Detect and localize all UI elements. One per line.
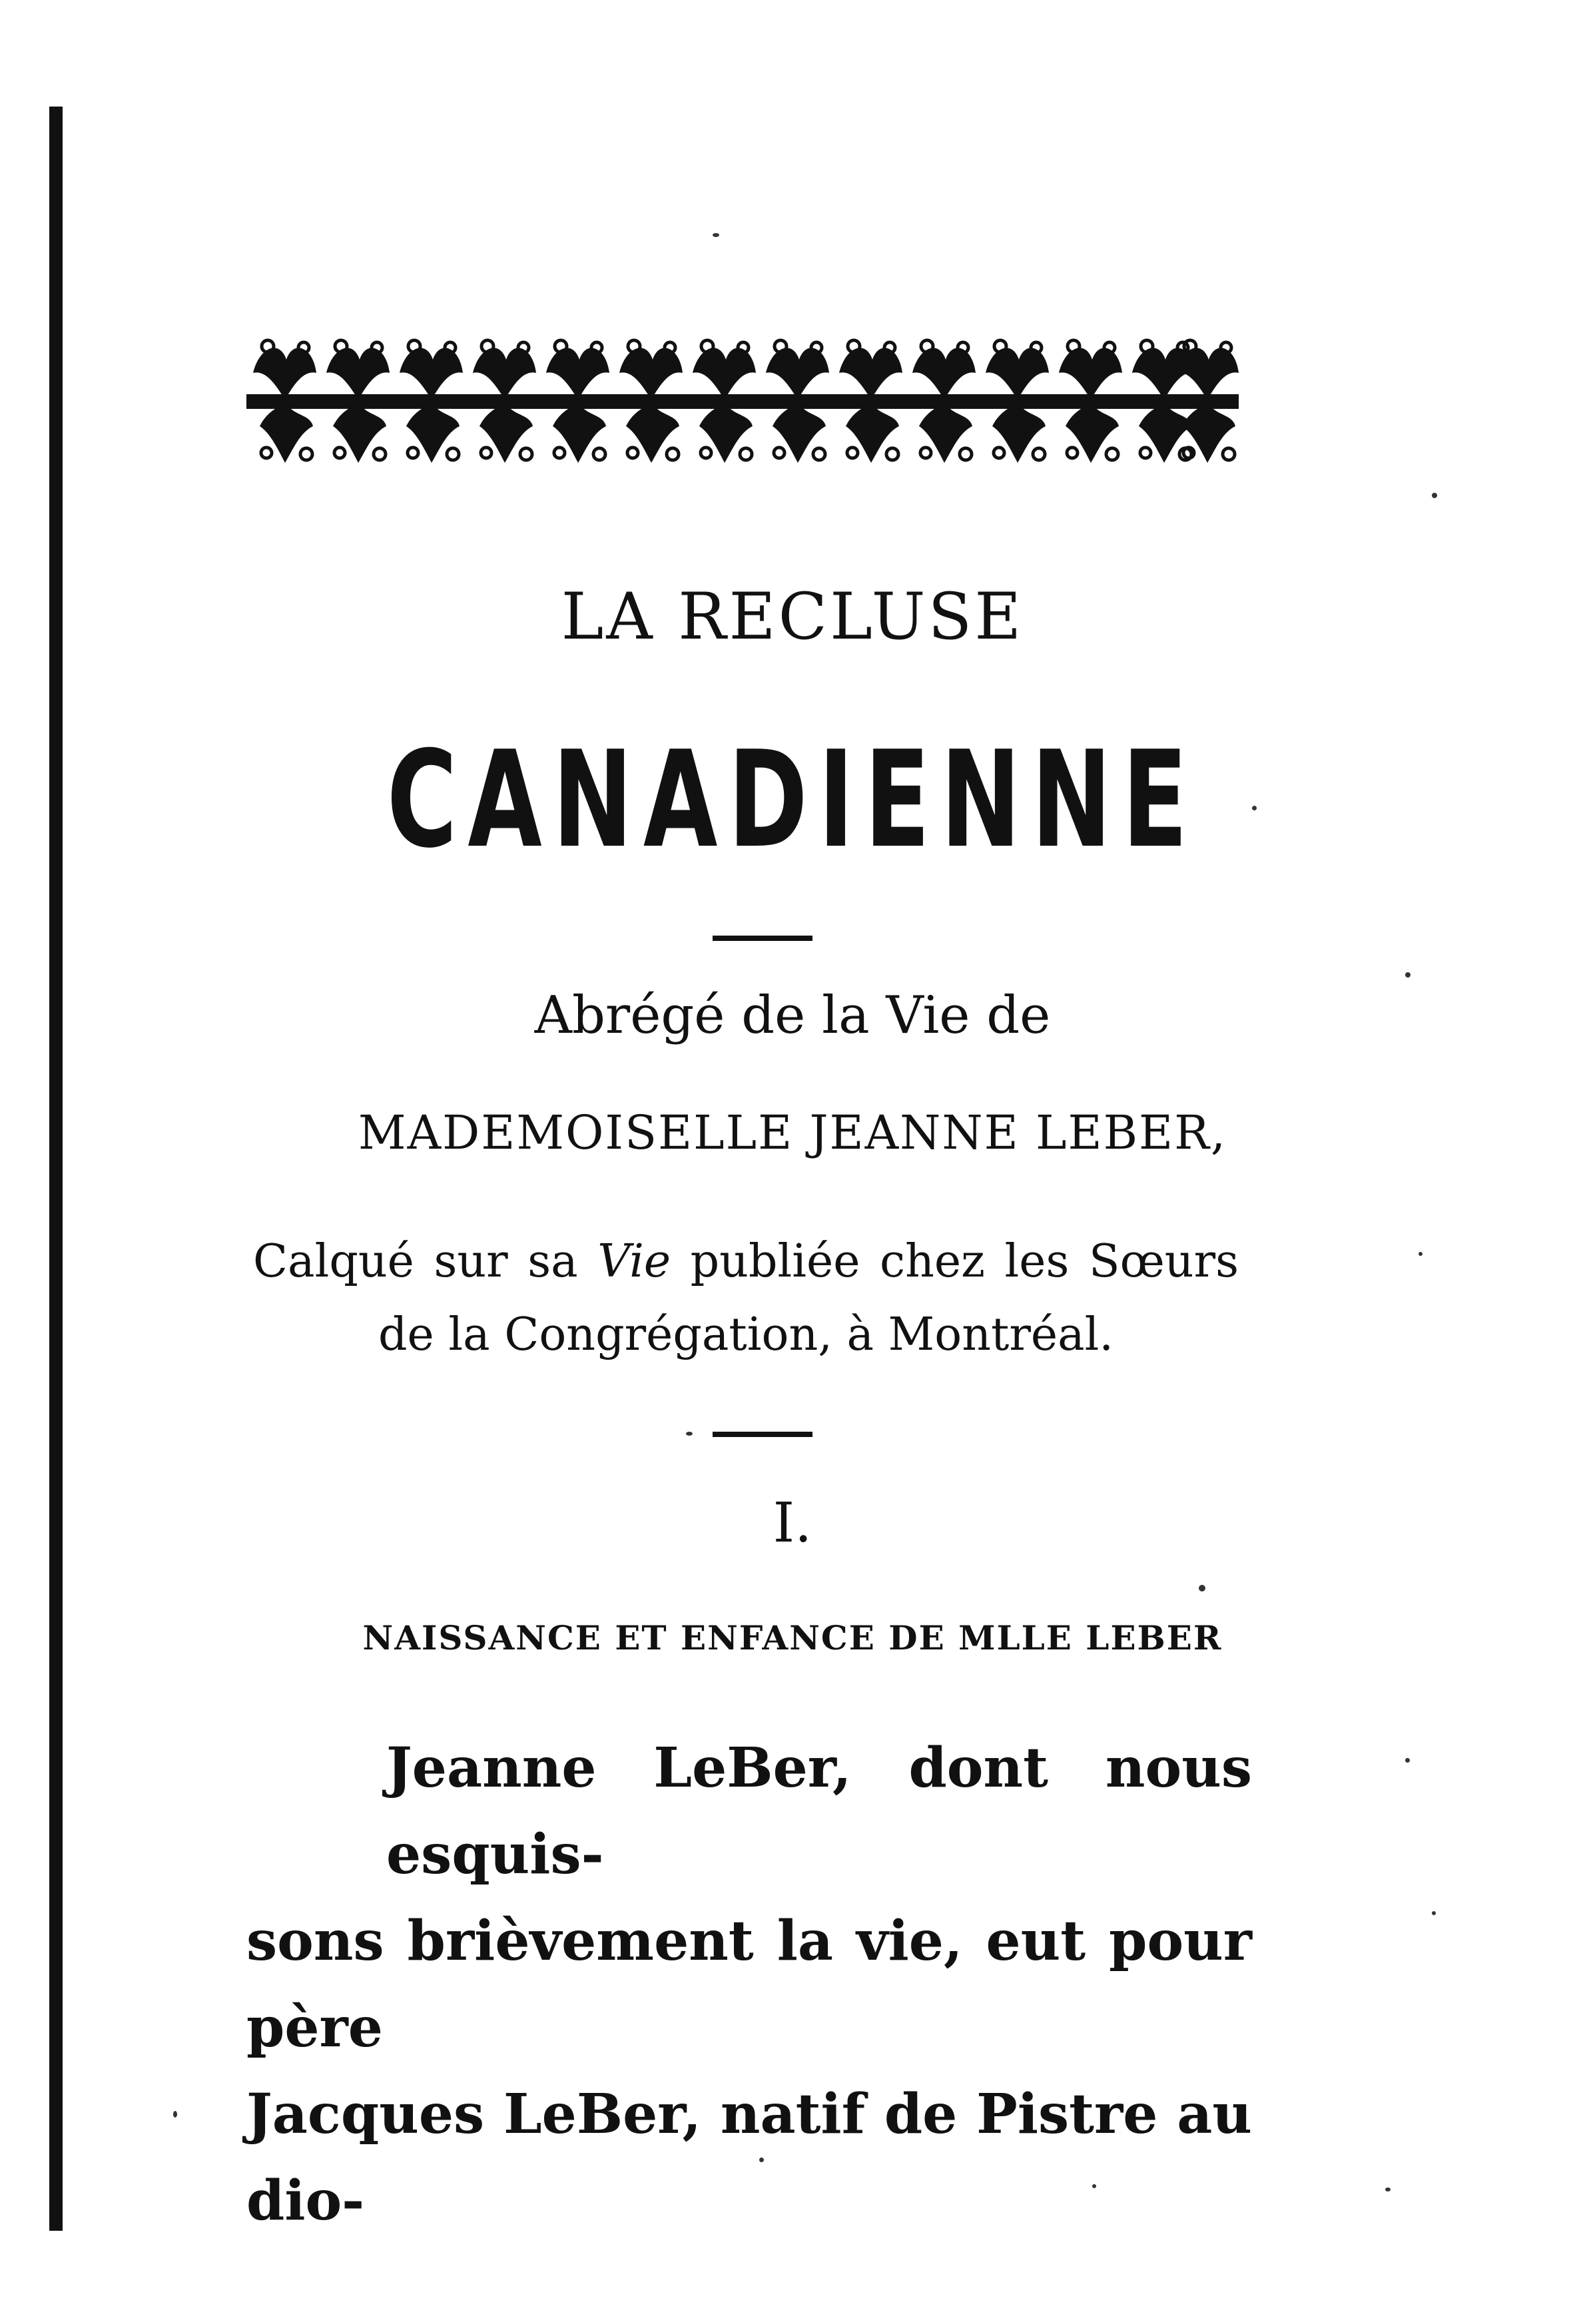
subtitle: Abrégé de la Vie de xyxy=(534,986,1051,1045)
source-note xyxy=(253,1225,1239,1372)
source-line-1-start: Calqué sur sa xyxy=(253,1235,578,1288)
source-line-1-end: publiée chez les Sœurs xyxy=(690,1235,1239,1288)
divider-rule xyxy=(713,936,812,941)
body-line: Jeanne LeBer, dont nous esquis- xyxy=(386,1736,1252,1887)
source-line-2: de la Congrégation, à Montréal. xyxy=(378,1308,1113,1361)
person-name: MADEMOISELLE JEANNE LEBER, xyxy=(358,1105,1227,1160)
body-text xyxy=(246,1725,1252,2244)
source-line-1 xyxy=(253,1225,1239,1299)
floral-ornament-band xyxy=(246,333,1239,473)
binding-edge xyxy=(49,107,63,2231)
chapter-title: NAISSANCE ET ENFANCE DE MLLE LEBER xyxy=(362,1618,1223,1657)
chapter-number: I. xyxy=(773,1492,812,1555)
body-line: Jacques LeBer, natif de Pistre au dio- xyxy=(246,2082,1252,2233)
title-line-2: CANADIENNE xyxy=(386,723,1199,878)
source-line-1-italic: Vie xyxy=(597,1235,671,1288)
title-line-1: LA RECLUSE xyxy=(561,579,1024,654)
body-line: sons brièvement la vie, eut pour père xyxy=(246,1909,1252,2060)
divider-rule-2 xyxy=(713,1432,812,1437)
